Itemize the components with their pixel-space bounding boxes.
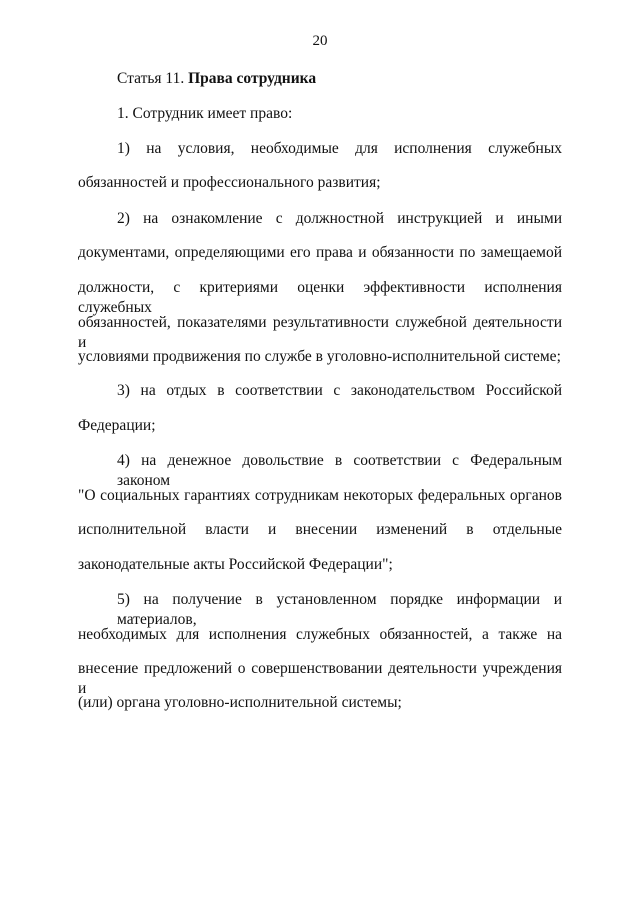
- item-4-line-1: 4) на денежное довольствие в соответствии с Федеральным законом: [117, 452, 562, 489]
- item-1-line-1: 1) на условия, необходимые для исполнения служебных: [117, 140, 562, 157]
- item-5-line-3: внесение предложений о совершенствовании деятельности учреждения и: [78, 660, 562, 697]
- item-3-line-1: 3) на отдых в соответствии с законодательством Российской: [117, 382, 562, 399]
- item-5-line-1: 5) на получение в установленном порядке информации и материалов,: [117, 591, 562, 628]
- clause-intro: 1. Сотрудник имеет право:: [117, 105, 293, 122]
- item-2-line-5: условиями продвижения по службе в уголовно-исполнительной системе;: [78, 348, 561, 365]
- item-3-line-2: Федерации;: [78, 417, 156, 434]
- page-number: 20: [312, 33, 328, 49]
- item-2-line-4: обязанностей, показателями результативности служебной деятельности и: [78, 314, 562, 351]
- item-4-line-3: исполнительной власти и внесении изменений в отдельные: [78, 521, 562, 538]
- item-2-line-2: документами, определяющими его права и обязанности по замещаемой: [78, 244, 562, 261]
- item-5-line-4: (или) органа уголовно-исполнительной системы;: [78, 694, 402, 711]
- item-2-line-3: должности, с критериями оценки эффективности исполнения служебных: [78, 279, 562, 316]
- item-5-line-2: необходимых для исполнения служебных обязанностей, а также на: [78, 626, 562, 643]
- article-heading: [117, 69, 316, 89]
- item-4-line-2: "О социальных гарантиях сотрудникам некоторых федеральных органов: [78, 487, 562, 504]
- item-2-line-1: 2) на ознакомление с должностной инструкцией и иными: [117, 210, 562, 227]
- item-4-line-4: законодательные акты Российской Федерации";: [78, 556, 393, 573]
- item-1-line-2: обязанностей и профессионального развития;: [78, 174, 381, 191]
- article-title: Права сотрудника: [188, 70, 317, 87]
- article-prefix: Статья 11.: [117, 70, 185, 87]
